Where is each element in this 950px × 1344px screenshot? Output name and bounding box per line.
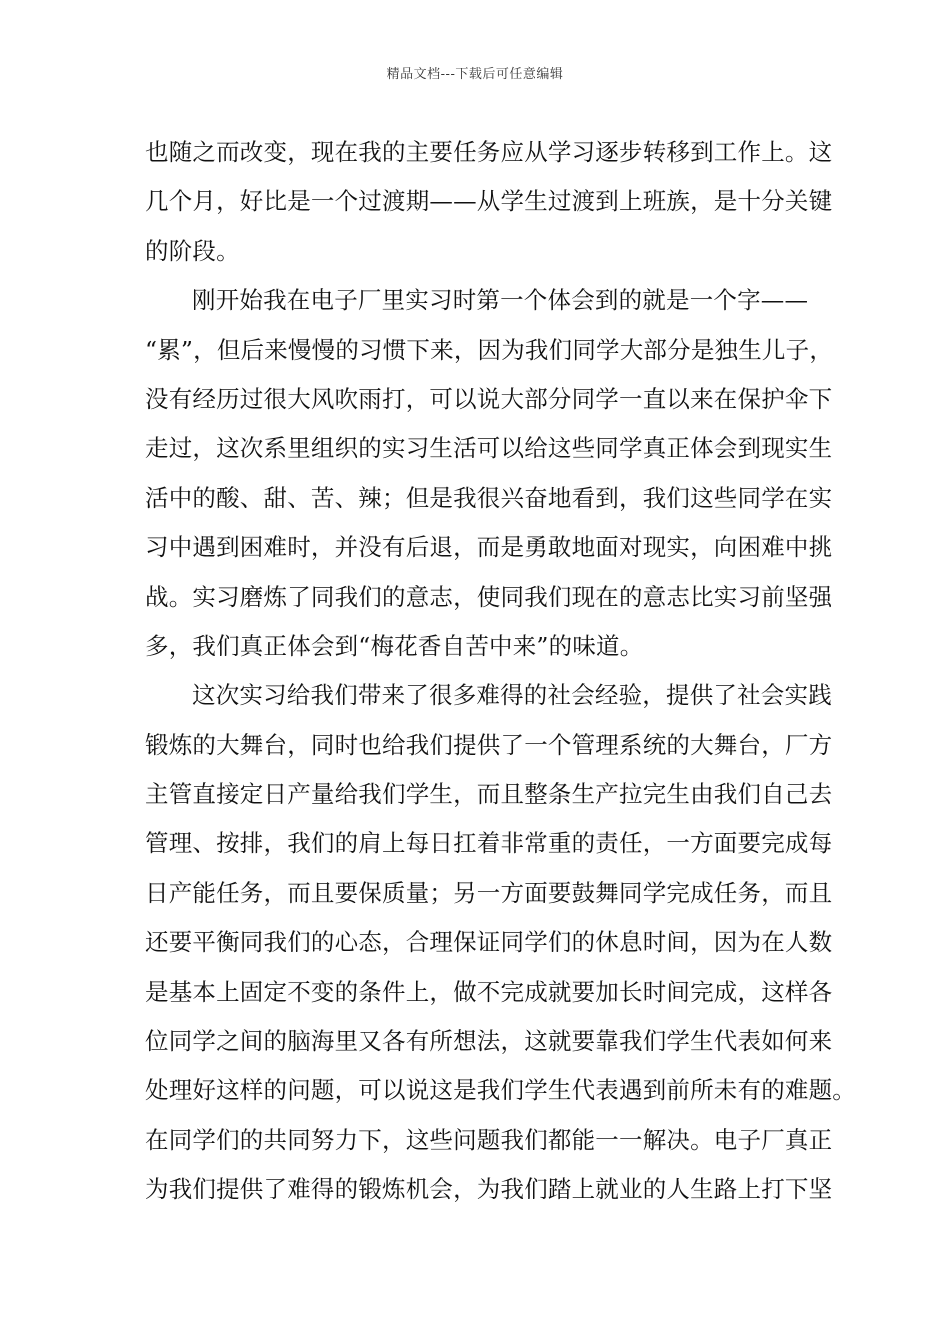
text-line: 习中遇到困难时，并没有后退，而是勇敢地面对现实，向困难中挑 [145, 533, 833, 562]
text-line: 日产能任务，而且要保质量；另一方面要鼓舞同学完成任务，而且 [145, 878, 833, 907]
text-line: 战。实习磨炼了同我们的意志，使同我们现在的意志比实习前坚强 [145, 582, 833, 611]
text-line: 为我们提供了难得的锻炼机会，为我们踏上就业的人生路上打下坚 [145, 1175, 833, 1204]
text-line: 还要平衡同我们的心态，合理保证同学们的休息时间，因为在人数 [145, 928, 833, 957]
page-header: 精品文档---下载后可任意编辑 [386, 67, 564, 82]
text-line: 锻炼的大舞台，同时也给我们提供了一个管理系统的大舞台，厂方 [145, 730, 833, 759]
text-line: 是基本上固定不变的条件上，做不完成就要加长时间完成，这样各 [145, 977, 833, 1006]
text-line: 位同学之间的脑海里又各有所想法，这就要靠我们学生代表如何来 [145, 1027, 833, 1056]
text-line: 也随之而改变，现在我的主要任务应从学习逐步转移到工作上。这 [145, 138, 833, 166]
paragraph-first-line: 这次实习给我们带来了很多难得的社会经验，提供了社会实践 [192, 681, 832, 710]
text-line: 的阶段。 [145, 236, 240, 265]
body-text [145, 128, 856, 1215]
text-line: 主管直接定日产量给我们学生，而且整条生产拉完生由我们自己去 [145, 780, 833, 809]
text-line: 在同学们的共同努力下，这些问题我们都能一一解决。电子厂真正 [145, 1125, 833, 1154]
text-line: 处理好这样的问题，可以说这是我们学生代表遇到前所未有的难题。 [145, 1076, 856, 1105]
text-line: 多，我们真正体会到“梅花香自苦中来”的味道。 [145, 631, 644, 660]
text-line: 几个月，好比是一个过渡期——从学生过渡到上班族，是十分关键 [145, 187, 833, 216]
text-line: 活中的酸、甜、苦、辣；但是我很兴奋地看到，我们这些同学在实 [145, 483, 833, 512]
text-line: “累”，但后来慢慢的习惯下来，因为我们同学大部分是独生儿子， [145, 335, 834, 364]
text-line: 管理、按排，我们的肩上每日扛着非常重的责任，一方面要完成每 [145, 829, 833, 858]
text-line: 走过，这次系里组织的实习生活可以给这些同学真正体会到现实生 [145, 434, 833, 463]
text-line: 没有经历过很大风吹雨打，可以说大部分同学一直以来在保护伞下 [145, 384, 833, 413]
paragraph-first-line: 刚开始我在电子厂里实习时第一个体会到的就是一个字—— [192, 286, 809, 315]
